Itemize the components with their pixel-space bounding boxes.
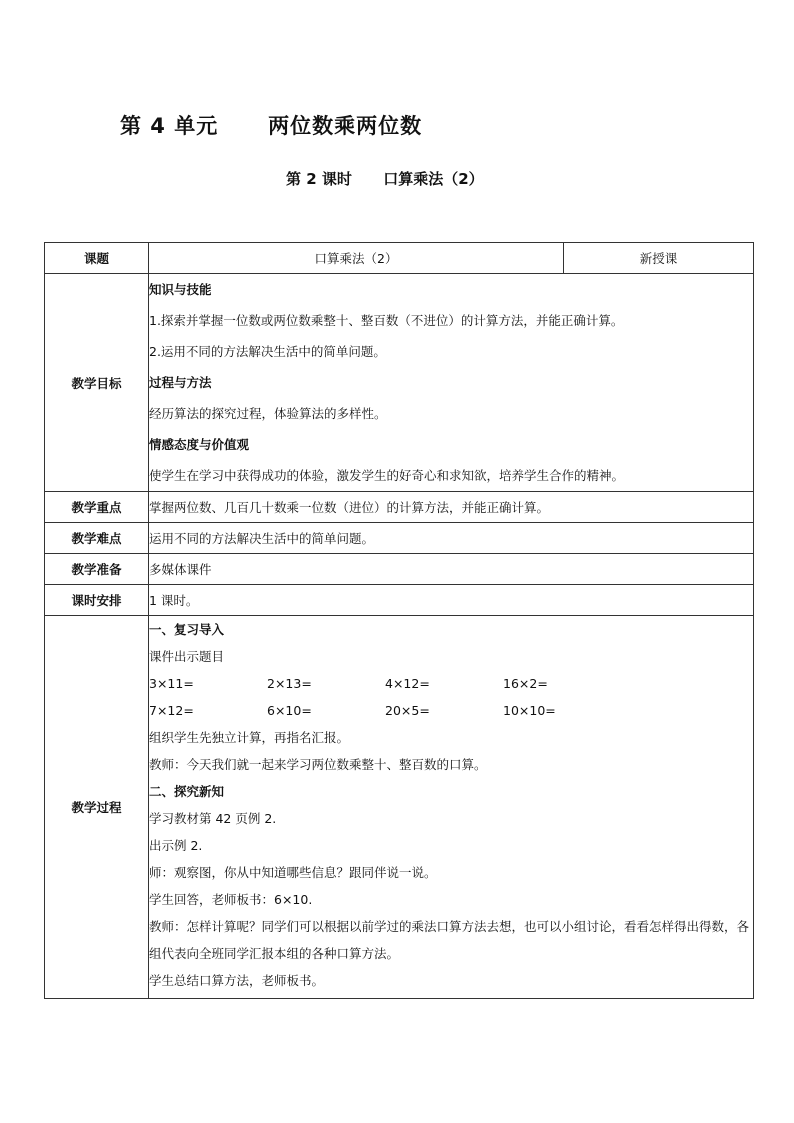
objectives-content xyxy=(149,274,754,492)
difficulties-row xyxy=(45,523,754,554)
process-label: 教学过程 xyxy=(45,616,149,999)
calc-grid xyxy=(149,670,753,724)
objective-line: 1.探索并掌握一位数或两位数乘整十、整百数（不进位）的计算方法，并能正确计算。 xyxy=(149,313,624,328)
topic-label: 课题 xyxy=(45,243,149,274)
lesson-title: 第 2 课时 口算乘法（2） xyxy=(286,170,484,188)
objectives-row xyxy=(45,274,754,492)
objective-line: 2.运用不同的方法解决生活中的简单问题。 xyxy=(149,344,386,359)
section2-line: 出示例 2. xyxy=(149,838,203,853)
objective-line: 经历算法的探究过程，体验算法的多样性。 xyxy=(149,406,387,421)
lesson-plan-table xyxy=(44,242,754,999)
process-row xyxy=(45,616,754,999)
key-points-label: 教学重点 xyxy=(45,492,149,523)
calc-item: 10×10= xyxy=(503,703,556,718)
difficulties-label: 教学难点 xyxy=(45,523,149,554)
after-calc-line: 教师：今天我们就一起来学习两位数乘整十、整百数的口算。 xyxy=(149,757,487,772)
unit-title: 第 4 单元 两位数乘两位数 xyxy=(120,114,423,138)
calc-item: 2×13= xyxy=(267,676,312,691)
long-paragraph: 教师：怎样计算呢？同学们可以根据以前学过的乘法口算方法去想，也可以小组讨论，看看怎样得出得数，各组代表向全班同学汇报本组的各种口算方法。 xyxy=(149,919,750,961)
after-calc-line: 组织学生先独立计算，再指名汇报。 xyxy=(149,730,350,745)
objectives-label: 教学目标 xyxy=(45,274,149,492)
calc-row xyxy=(149,670,753,697)
section1-intro: 课件出示题目 xyxy=(149,649,225,664)
section2-line: 学生回答，老师板书：6×10. xyxy=(149,892,313,907)
section2-title: 二、探究新知 xyxy=(149,784,225,799)
difficulties-text: 运用不同的方法解决生活中的简单问题。 xyxy=(149,523,754,554)
objective-heading: 过程与方法 xyxy=(149,375,212,390)
preparation-row xyxy=(45,554,754,585)
topic-value: 口算乘法（2） xyxy=(149,243,564,274)
section2-line: 学习教材第 42 页例 2. xyxy=(149,811,277,826)
section2-line: 师：观察图，你从中知道哪些信息？跟同伴说一说。 xyxy=(149,865,437,880)
preparation-label: 教学准备 xyxy=(45,554,149,585)
calc-item: 7×12= xyxy=(149,703,194,718)
schedule-text: 1 课时。 xyxy=(149,585,754,616)
objective-line: 使学生在学习中获得成功的体验，激发学生的好奇心和求知欲，培养学生合作的精神。 xyxy=(149,468,625,483)
key-points-text: 掌握两位数、几百几十数乘一位数（进位）的计算方法，并能正确计算。 xyxy=(149,492,754,523)
header-row xyxy=(45,243,754,274)
calc-item: 3×11= xyxy=(149,676,194,691)
objective-heading: 知识与技能 xyxy=(149,282,212,297)
calc-item: 4×12= xyxy=(385,676,430,691)
process-content xyxy=(149,616,754,999)
objective-heading: 情感态度与价值观 xyxy=(149,437,250,452)
preparation-text: 多媒体课件 xyxy=(149,554,754,585)
section1-title: 一、复习导入 xyxy=(149,622,225,637)
calc-row xyxy=(149,697,753,724)
calc-item: 16×2= xyxy=(503,676,548,691)
calc-item: 6×10= xyxy=(267,703,312,718)
schedule-row xyxy=(45,585,754,616)
calc-item: 20×5= xyxy=(385,703,430,718)
lesson-type: 新授课 xyxy=(564,243,754,274)
last-line: 学生总结口算方法，老师板书。 xyxy=(149,973,325,988)
schedule-label: 课时安排 xyxy=(45,585,149,616)
key-points-row xyxy=(45,492,754,523)
